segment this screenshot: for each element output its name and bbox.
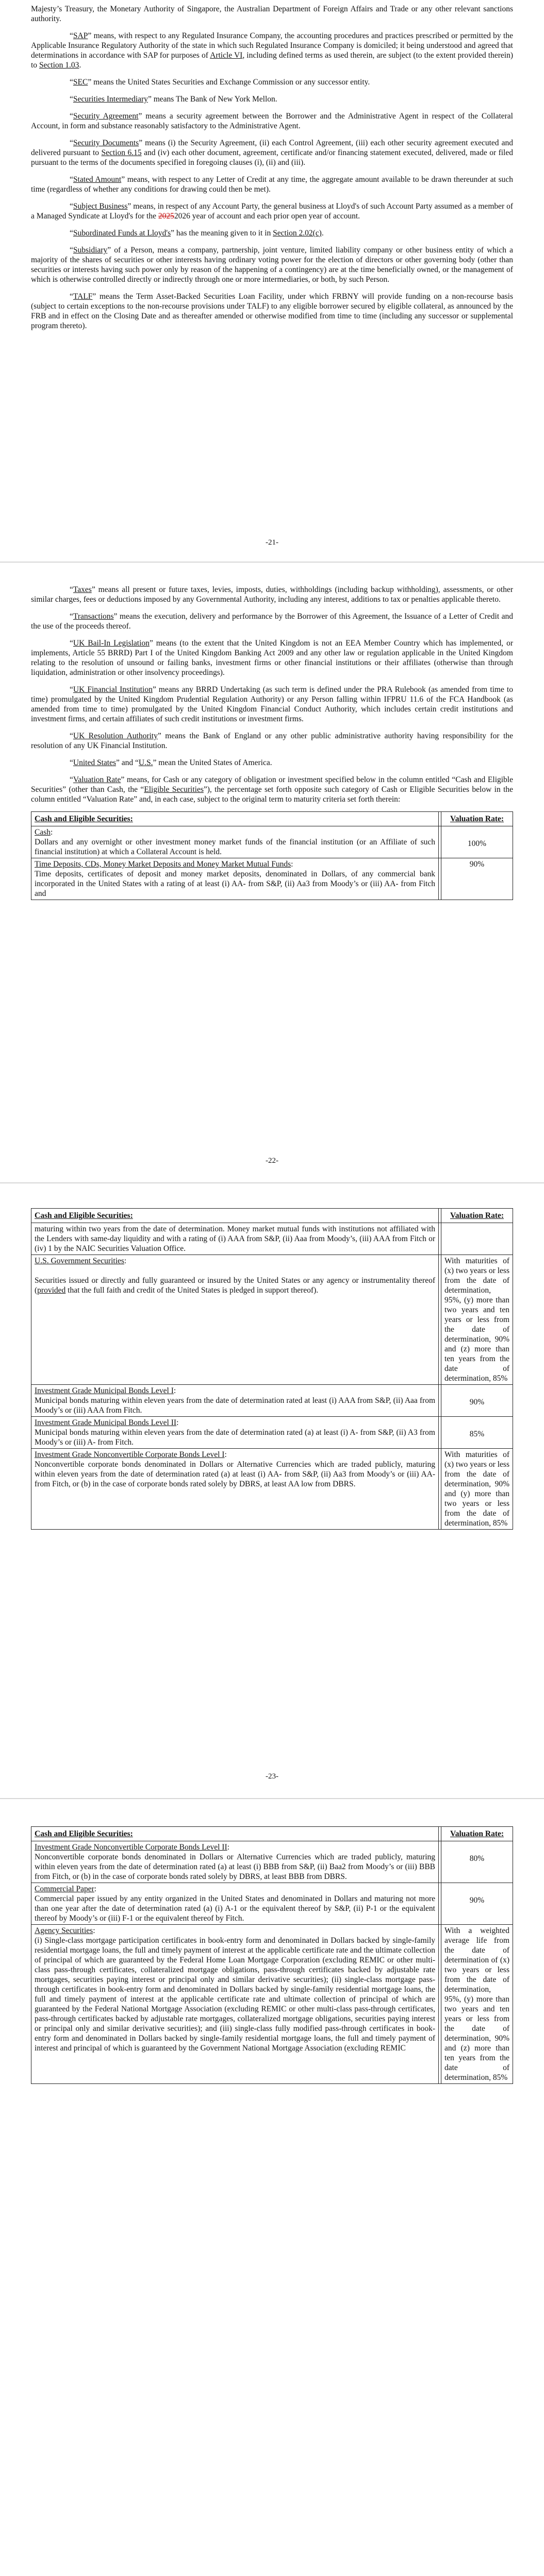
page-separator: [0, 1182, 544, 1183]
page-22: [31, 585, 513, 900]
valuation-table-part3: [31, 1826, 513, 2084]
page-24: [31, 1826, 513, 2084]
page-23: [31, 1208, 513, 1530]
link-section-1-03[interactable]: Section 1.03: [39, 61, 79, 70]
table-row-muni-level-1: Investment Grade Municipal Bonds Level I: Municipal bonds maturing within eleven years from the date of determination rated at least (i) AAA from S&P, (ii) Aaa from Moody’s or (iii) AAA from Fitch. 90%: [31, 1385, 513, 1417]
table-row-commercial-paper: Commercial Paper: Commercial paper issued by any entity organized in the United States and denominated in Dollars and maturing not more than one year after the date of determination rated (a) (i) A-1 or the equivalent thereof by S&P, (ii) P-1 or the equivalent thereof by Moody’s or (iii) F-1 or the equivalent thereof by Fitch. 90%: [31, 1883, 513, 1925]
table-row-time-deposits-cont: maturing within two years from the date of determination. Money market mutual funds with institutions not affiliated with the Lenders with same-day liquidity and with a rating of (i) AAA from S&P, (ii) Aaa from Moody’s, (iii) AAA from Fitch or (iv) 1 by the NAIC Securities Valuation Office.: [31, 1223, 513, 1255]
def-subsidiary: “Subsidiary” of a Person, means a company, partnership, joint venture, limited liability company or other business entity of which a majority of the shares of securities or other interests having ordinary voting power for the election of directors or other governing body (other than securities or interests having such power only by reason of the happening of a contingency) are at the time beneficially owned, or the management of which is otherwise controlled directly or indirectly through one or more intermediaries, or both, by such Person.: [31, 246, 513, 284]
page-separator: [0, 562, 544, 563]
def-stated-amount: “Stated Amount” means, with respect to any Letter of Credit at any time, the aggregate amount available to be drawn thereunder at such time (regardless of whether any conditions for drawing could then be met).: [31, 175, 513, 194]
page-number-23: -23-: [266, 1772, 278, 1781]
table-header-row: [31, 812, 513, 826]
term-sec: SEC: [73, 78, 88, 87]
valuation-table-part1: [31, 811, 513, 900]
link-section-2-02c[interactable]: Section 2.02(c): [273, 229, 322, 238]
page-number-21: -21-: [266, 538, 278, 547]
def-sec: “SEC” means the United States Securities and Exchange Commission or any successor entity.: [70, 78, 370, 87]
def-uk-bail-in: “UK Bail-In Legislation” means (to the extent that the United Kingdom is not an EEA Member Country which has implemented, or implements, Article 55 BRRD) Part I of the United Kingdom Banking Act 2009 and any other law or regulation applicable in the United Kingdom relating to the resolution of unsound or failing banks, investment firms or other financial institutions or their affiliates (otherwise than through liquidation, administration or other insolvency proceedings).: [31, 639, 513, 677]
table-header-row: Cash and Eligible Securities: Valuation Rate:: [31, 1209, 513, 1223]
inserted-year: 2026: [174, 212, 190, 221]
def-subordinated-funds: “Subordinated Funds at Lloyd's” has the meaning given to it in Section 2.02(c).: [70, 229, 324, 238]
def-subject-business: “Subject Business” means, in respect of any Account Party, the general business at Lloyd's of such Account Party assumed as a member of a Managed Syndicate at Lloyd's for the 20252026 year of account and each prior open year of account.: [31, 202, 513, 221]
table-row-muni-level-2: Investment Grade Municipal Bonds Level II: Municipal bonds maturing within eleven years from the date of determination rated (a) at least (i) A- from S&P, (ii) A3 from Moody’s or (iii) A- from Fitch. 85%: [31, 1417, 513, 1449]
term-sap: SAP: [73, 31, 88, 40]
link-section-6-15[interactable]: Section 6.15: [101, 148, 142, 157]
table-row-corp-level-1: Investment Grade Nonconvertible Corporate Bonds Level I: Nonconvertible corporate bonds denominated in Dollars or Alternative Currencies which are traded publicly, maturing within eleven years from the date of determination rated (a) at least (i) AA- from S&P, (ii) Aa3 from Moody’s or (iii) AA- from Fitch, or (b) in the case of corporate bonds rated solely by DBRS, at least AA low from DBRS. With maturities of (x) two years or less from the date of determination, 90% and (y) more than two years or less from the date of determination, 85%: [31, 1449, 513, 1530]
def-sap: “SAP” means, with respect to any Regulated Insurance Company, the accounting procedures and practices prescribed or permitted by the Applicable Insurance Regulatory Authority of the state in which such Regulated Insurance Company is domiciled; it being understood and agreed that determinations in accordance with SAP for purposes of Article VI, including defined terms as used therein, are subject (to the extent provided therein) to Section 1.03.: [31, 31, 514, 70]
def-transactions: “Transactions” means the execution, delivery and performance by the Borrower of this Agreement, the Issuance of a Letter of Credit and the use of the proceeds thereof.: [31, 612, 513, 631]
table-header-row: Cash and Eligible Securities: Valuation Rate:: [31, 1827, 513, 1841]
page-number-22: -22-: [266, 1157, 278, 1165]
def-uk-resolution-authority: “UK Resolution Authority” means the Bank of England or any other public administrative authority having responsibility for the resolution of any UK Financial Institution.: [31, 732, 513, 750]
page-separator: [0, 1798, 544, 1799]
table-row-us-government: U.S. Government Securities: Securities issued or directly and fully guaranteed or insured by the United States or any agency or instrumentality thereof (provided that the full faith and credit of the United States is pledged in support thereof). With maturities of (x) two years or less from the date of determination, 95%, (y) more than two years and ten years or less from the date of determination, 90% and (z) more than ten years from the date of determination, 85%: [31, 1255, 513, 1385]
def-taxes: “Taxes” means all present or future taxes, levies, imposts, duties, withholdings (including backup withholding), assessments, or other similar charges, fees or deductions imposed by any Governmental Authority, including any interest, additions to tax or penalties applicable thereto.: [31, 585, 513, 604]
col-header-valuation: Valuation Rate:: [441, 812, 513, 826]
valuation-table-part2: [31, 1208, 513, 1530]
table-row-time-deposits: Time Deposits, CDs, Money Market Deposits and Money Market Mutual Funds: Time deposits, certificates of deposit and money market deposits, denominated in Dollars, of any commercial bank incorporated in the United States with a rating of at least (i) AA- from S&P, (ii) Aa3 from Moody’s or (iii) AA- from Fitch and 90%: [31, 858, 513, 900]
def-securities-intermediary: “Securities Intermediary” means The Bank of New York Mellon.: [70, 95, 277, 104]
def-united-states: “United States” and “U.S.” mean the United States of America.: [70, 758, 272, 767]
table-row-agency-securities: Agency Securities: (i) Single-class mortgage participation certificates in book-entry form and denominated in Dollars backed by single-family residential mortgage loans, the full and timely payment of interest at the applicable certificate rate and the ultimate collection of principal of which are guaranteed by the Federal Home Loan Mortgage Corporation (excluding REMIC or other multi-class pass-through certificates, collateralized mortgage obligations, pass-through certificates backed by adjustable rate mortgages, securities paying interest or principal only and similar derivative securities); (ii) single-class mortgage pass-through certificates in book-entry form and denominated in Dollars backed by single-family residential mortgage loans, the full and timely payment of interest at the applicable certificate rate and ultimate collection of principal of which are guaranteed by the Federal National Mortgage Association (excluding REMIC or other multi-class pass-through certificates, pass-through certificates backed by adjustable rate mortgages, collateralized mortgage obligations, securities paying interest or principal only and similar derivative securities); and (iii) single-class fully modified pass-through certificates in book-entry form and denominated in Dollars backed by single-family residential mortgage loans, the full and timely payment of interest and principal of which is guaranteed by the Government National Mortgage Association (excluding REMIC With a weighted average life from the date of determination of (x) two years or less from the date of determination, 95%, (y) more than two years and ten years or less from the date of determination, 90% and (z) more than ten years from the date of determination, 85%: [31, 1925, 513, 2084]
def-talf: “TALF” means the Term Asset-Backed Securities Loan Facility, under which FRBNY will provide funding on a non-recourse basis (subject to certain exceptions to the non-recourse provisions under TALF) to any eligible borrower secured by eligible collateral, as announced by the FRB and in effect on the Closing Date and as thereafter amended or otherwise modified from time to time (including any successor or supplemental program thereto).: [31, 292, 513, 330]
table-row-cash: Cash: Dollars and any overnight or other investment money market funds of the financial institution (or an Affiliate of such financial institution) at which a Collateral Account is held. 100%: [31, 826, 513, 858]
table-row-corp-level-2: Investment Grade Nonconvertible Corporate Bonds Level II: Nonconvertible corporate bonds denominated in Dollars or Alternative Currencies which are traded publicly, maturing within eleven years from the date of determination rated (a) at least (i) BBB from S&P, (ii) Baa2 from Moody’s or (iii) BBB from Fitch, or (b) in the case of corporate bonds rated solely by DBRS, at least BBB from DBRS. 80%: [31, 1841, 513, 1883]
col-header-securities: Cash and Eligible Securities:: [31, 812, 439, 826]
page-21: [31, 4, 513, 338]
def-uk-financial-institution: “UK Financial Institution” means any BRRD Undertaking (as such term is defined under the PRA Rulebook (as amended from time to time) promulgated by the United Kingdom Prudential Regulation Authority) or any Person falling within IFPRU 11.6 of the FCA Handbook (as amended from time to time) promulgated by the United Kingdom Financial Conduct Authority, which includes certain credit institutions and investment firms, and certain affiliates of such credit institutions or investment firms.: [31, 685, 513, 723]
def-valuation-rate: “Valuation Rate” means, for Cash or any category of obligation or investment specified below in the column entitled “Cash and Eligible Securities” (other than Cash, the “Eligible Securities”), the percentage set forth opposite such category of Cash or Eligible Securities below in the column entitled “Valuation Rate” and, in each case, subject to the original term to maturity criteria set forth therein:: [31, 775, 514, 804]
link-article-vi[interactable]: Article VI: [210, 51, 243, 60]
def-security-documents: “Security Documents” means (i) the Security Agreement, (ii) each Control Agreement, (iii) each other security agreement executed and delivered pursuant to Section 6.15 and (iv) each other document, agreement, certificate and/or financing statement executed, delivered, made or filed pursuant to the terms of the documents specified in foregoing clauses (i), (ii) and (iii).: [31, 139, 513, 167]
deleted-year: 2025: [158, 212, 174, 221]
sanctions-continuation: Majesty’s Treasury, the Monetary Authority of Singapore, the Australian Department of Foreign Affairs and Trade or any other relevant sanctions authority.: [31, 5, 513, 23]
def-security-agreement: “Security Agreement” means a security agreement between the Borrower and the Administrative Agent in respect of the Collateral Account, in form and substance reasonably satisfactory to the Administrative Agent.: [31, 112, 513, 130]
